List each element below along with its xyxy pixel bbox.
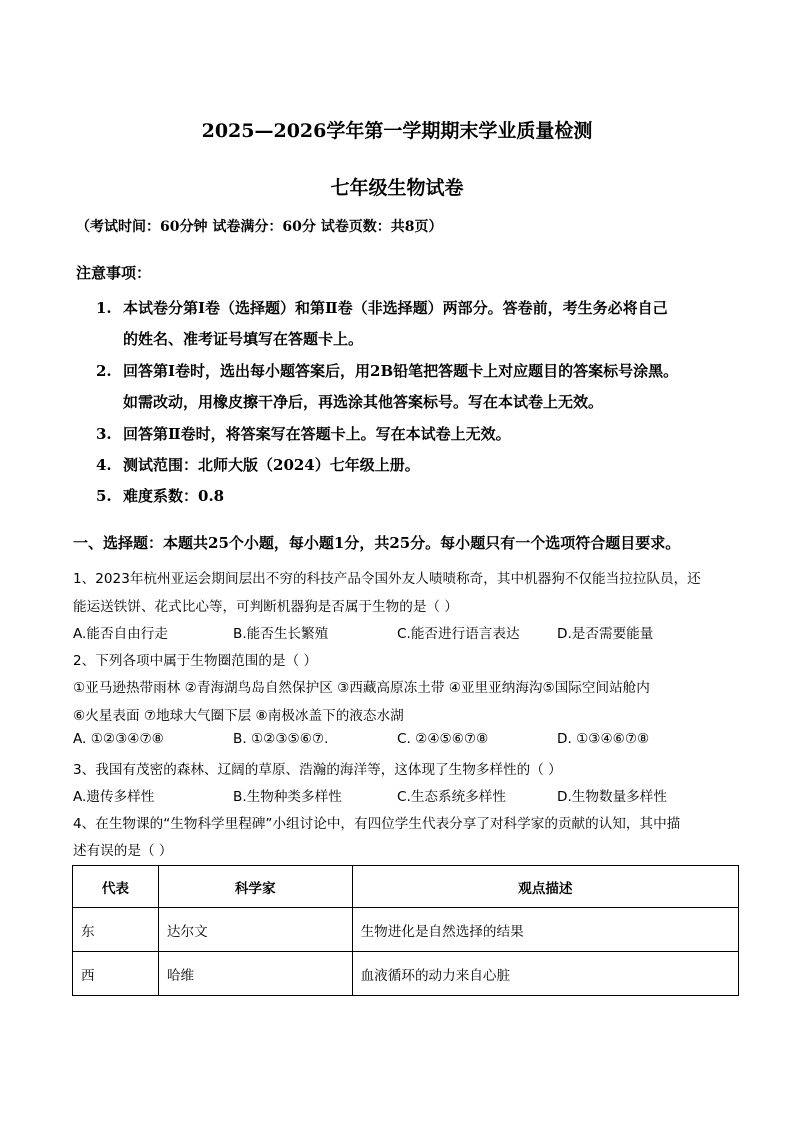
table-header-cell: 代表 bbox=[73, 866, 159, 908]
question-3-option-a: A.遗传多样性 bbox=[73, 789, 155, 805]
notice-item-3 bbox=[96, 423, 511, 444]
question-3-option-d: D.生物数量多样性 bbox=[557, 789, 667, 805]
question-2-option-d: D. ①③④⑥⑦⑧ bbox=[557, 731, 650, 747]
notice-item-number: 5. bbox=[96, 487, 112, 505]
table-cell: 血液循环的动力来自心脏 bbox=[352, 952, 738, 996]
table-row bbox=[73, 908, 739, 952]
question-2-option-c: C. ②④⑤⑥⑦⑧ bbox=[397, 731, 489, 747]
question-1-option-d: D.是否需要能量 bbox=[557, 626, 654, 642]
question-1-stem-cont: 能运送铁饼、花式比心等，可判断机器狗是否属于生物的是（ ） bbox=[73, 599, 458, 615]
notice-item-4 bbox=[96, 454, 420, 475]
table-header-cell: 科学家 bbox=[158, 866, 352, 908]
question-1-stem: 1、2023年杭州亚运会期间层出不穷的科技产品令国外友人啧啧称奇，其中机器狗不仅能当拉拉队员，还 bbox=[73, 571, 701, 587]
notice-item-2-cont: 如需改动，用橡皮擦干净后，再选涂其他答案标号。写在本试卷上无效。 bbox=[123, 393, 604, 411]
question-2-stem-cont: ①亚马逊热带雨林 ②青海湖鸟岛自然保护区 ③西藏高原冻土带 ④亚里亚纳海沟⑤国际空间站舱内 bbox=[73, 680, 650, 696]
table-cell: 西 bbox=[73, 952, 159, 996]
question-3-option-b: B.生物种类多样性 bbox=[233, 789, 342, 805]
notice-item-number: 3. bbox=[96, 425, 112, 443]
notice-item-text: 难度系数：0.8 bbox=[123, 487, 225, 505]
notice-item-text: 测试范围：北师大版（2024）七年级上册。 bbox=[123, 456, 420, 474]
question-2-option-b: B. ①②③⑤⑥⑦. bbox=[233, 731, 329, 747]
question-1-option-c: C.能否进行语言表达 bbox=[397, 626, 520, 642]
question-2-stem: 2、下列各项中属于生物圈范围的是（ ） bbox=[73, 653, 318, 669]
notice-item-number: 4. bbox=[96, 456, 112, 474]
exam-meta: （考试时间：60分钟 试卷满分：60分 试卷页数：共8页） bbox=[76, 219, 443, 235]
scientist-table bbox=[72, 865, 739, 996]
table-cell: 生物进化是自然选择的结果 bbox=[352, 908, 738, 952]
notice-item-text: 本试卷分第Ⅰ卷（选择题）和第Ⅱ卷（非选择题）两部分。答卷前，考生务必将自己 bbox=[123, 299, 668, 317]
section-heading: 一、选择题：本题共25个小题，每小题1分，共25分。每小题只有一个选项符合题目要求。 bbox=[73, 534, 681, 552]
question-3-option-c: C.生态系统多样性 bbox=[397, 789, 506, 805]
question-1-option-a: A.能否自由行走 bbox=[73, 626, 168, 642]
table-header-cell: 观点描述 bbox=[352, 866, 738, 908]
notice-item-number: 2. bbox=[96, 362, 112, 380]
notice-heading: 注意事项： bbox=[76, 264, 152, 282]
exam-subtitle: 七年级生物试卷 bbox=[330, 177, 464, 199]
notice-item-5 bbox=[96, 485, 224, 506]
notice-item-1-cont: 的姓名、准考证号填写在答题卡上。 bbox=[123, 330, 364, 348]
exam-title: 2025—2026学年第一学期期末学业质量检测 bbox=[201, 120, 593, 142]
notice-item-text: 回答第Ⅱ卷时，将答案写在答题卡上。写在本试卷上无效。 bbox=[123, 425, 511, 443]
table-cell: 哈维 bbox=[158, 952, 352, 996]
table-cell: 达尔文 bbox=[158, 908, 352, 952]
notice-item-1 bbox=[96, 297, 668, 318]
question-2-option-a: A. ①②③④⑦⑧ bbox=[73, 731, 164, 747]
question-4-stem: 4、在生物课的“生物科学里程碑”小组讨论中，有四位学生代表分享了对科学家的贡献的认知，其中描 bbox=[73, 816, 681, 832]
question-4-stem-cont: 述有误的是（ ） bbox=[73, 843, 173, 859]
table-cell: 东 bbox=[73, 908, 159, 952]
question-1-option-b: B.能否生长繁殖 bbox=[233, 626, 329, 642]
table-row bbox=[73, 952, 739, 996]
notice-item-text: 回答第Ⅰ卷时，选出每小题答案后，用2B铅笔把答题卡上对应题目的答案标号涂黑。 bbox=[123, 362, 679, 380]
question-2-stem-cont-2: ⑥火星表面 ⑦地球大气圈下层 ⑧南极冰盖下的液态水湖 bbox=[73, 708, 404, 724]
notice-item-2 bbox=[96, 360, 678, 381]
notice-item-number: 1. bbox=[96, 299, 112, 317]
table-header-row bbox=[73, 866, 739, 908]
question-3-stem: 3、我国有茂密的森林、辽阔的草原、浩瀚的海洋等，这体现了生物多样性的（ ） bbox=[73, 762, 562, 778]
